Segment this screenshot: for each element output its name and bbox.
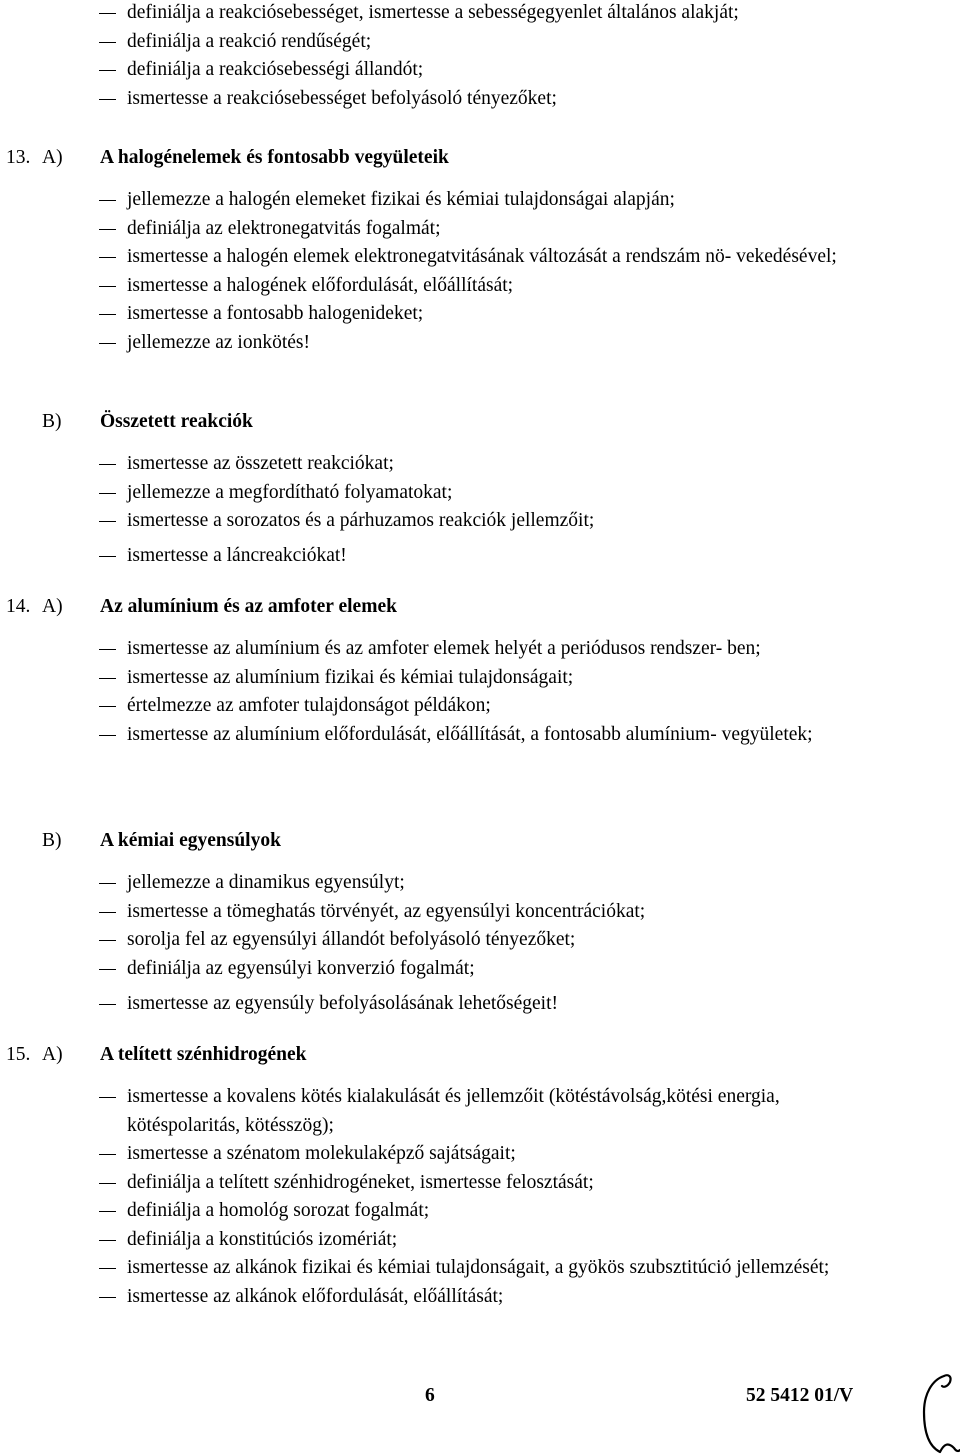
page-number: 6 [425,1385,435,1406]
list-item: ismertesse a láncreakciókat! [0,542,852,571]
list-item: ismertesse a halogének előfordulását, előállítását; [0,272,852,301]
list-item: ismertesse az összetett reakciókat; [0,450,852,479]
list-item: ismertesse a sorozatos és a párhuzamos reakciók jellemzőit; [0,507,852,536]
list-item: ismertesse az alumínium előfordulását, előállítását, a fontosabb alumínium- vegyületek; [0,721,852,750]
list-item: definiálja a reakciósebességi állandót; [0,56,852,85]
document-code: 52 5412 01/V [746,1385,854,1406]
list-item: definiálja az elektronegatvitás fogalmát; [0,215,852,244]
section-15a-list [0,1083,960,1311]
list-item: ismertesse az alumínium fizikai és kémiai tulajdonságait; [0,664,852,693]
section-letter: A) [42,147,63,168]
list-item: jellemezze a dinamikus egyensúlyt; [0,869,852,898]
list-item: jellemezze a halogén elemeket fizikai és kémiai tulajdonságai alapján; [0,186,852,215]
list-item: ismertesse a tömeghatás törvényét, az egyensúlyi koncentrációkat; [0,898,852,927]
list-item: definiálja a konstitúciós izomériát; [0,1226,852,1255]
intro-section [0,0,960,113]
section-14b-list [0,869,960,1019]
list-item: definiálja a telített szénhidrogéneket, ismertesse felosztását; [0,1169,852,1198]
list-item: értelmezze az amfoter tulajdonságot példákon; [0,692,852,721]
section-13b [0,408,960,570]
section-13b-list [0,450,960,570]
section-letter: B) [42,411,62,432]
list-item: definiálja a reakciósebességet, ismertesse a sebességegyenlet általános alakját; [0,0,852,28]
section-13a-list [0,186,960,357]
list-item: ismertesse a halogén elemek elektronegatvitásának változását a rendszám nö- vekedésével; [0,243,852,272]
section-14b [0,827,960,1019]
intro-list [0,0,960,113]
section-letter: A) [42,596,63,617]
section-14a-list [0,635,960,749]
list-item: jellemezze a megfordítható folyamatokat; [0,479,852,508]
section-title: Az alumínium és az amfoter elemek [100,596,397,617]
list-item: ismertesse az egyensúly befolyásolásának lehetőségeit! [0,990,852,1019]
section-13a [0,144,960,357]
section-letter: B) [42,830,62,851]
list-item: ismertesse a kovalens kötés kialakulását és jellemzőit (kötéstávolság,kötési energia, kötéspolaritás, kötésszög); [0,1083,852,1140]
list-item: ismertesse az alkánok fizikai és kémiai tulajdonságait, a gyökös szubsztitúció jellemzését; [0,1254,852,1283]
list-item: definiálja a reakció rendűségét; [0,28,852,57]
list-item: definiálja az egyensúlyi konverzió fogalmát; [0,955,852,984]
section-title: Összetett reakciók [100,411,253,432]
list-item: ismertesse a reakciósebességet befolyásoló tényezőket; [0,85,852,114]
section-number: 15. [6,1044,31,1065]
section-title: A kémiai egyensúlyok [100,830,281,851]
list-item: ismertesse a szénatom molekulaképző sajátságait; [0,1140,852,1169]
list-item: definiálja a homológ sorozat fogalmát; [0,1197,852,1226]
signature-icon [914,1372,960,1455]
section-15a [0,1041,960,1311]
section-letter: A) [42,1044,63,1065]
list-item: ismertesse a fontosabb halogenideket; [0,300,852,329]
section-number: 13. [6,147,31,168]
list-item: ismertesse az alkánok előfordulását, előállítását; [0,1283,852,1312]
section-number: 14. [6,596,31,617]
section-title: A telített szénhidrogének [100,1044,307,1065]
section-14a [0,593,960,749]
list-item: jellemezze az ionkötés! [0,329,852,358]
list-item: ismertesse az alumínium és az amfoter elemek helyét a periódusos rendszer- ben; [0,635,852,664]
list-item: sorolja fel az egyensúlyi állandót befolyásoló tényezőket; [0,926,852,955]
section-title: A halogénelemek és fontosabb vegyületeik [100,147,449,168]
